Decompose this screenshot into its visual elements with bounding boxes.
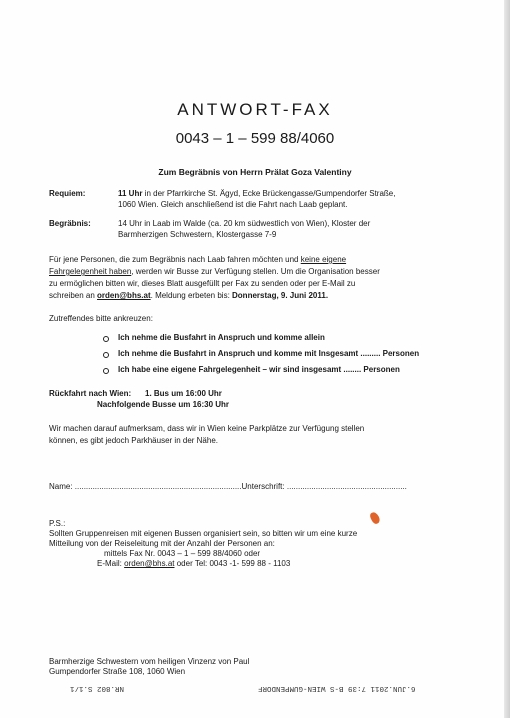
ps-line-2: Mitteilung von der Reiseleitung mit der Anzahl der Personen an: [49, 539, 275, 548]
intro-text-2: , werden wir Busse zur Verfügung stellen. Um die Organisation besser [131, 267, 380, 276]
deadline: Donnerstag, 9. Juni 2011. [232, 291, 329, 300]
signature-label: Unterschrift: [241, 482, 285, 491]
return-trip-line-1: 1. Bus um 16:00 Uhr [145, 389, 222, 398]
requiem-line-1 [118, 189, 395, 200]
ps-email-label: E-Mail: [97, 559, 125, 568]
contact-email: orden@bhs.at [97, 291, 151, 300]
orange-ink-mark [369, 511, 381, 525]
burial-label: Begräbnis: [49, 219, 91, 228]
notice-line-2: können, es gibt jedoch Parkhäuser in der Nähe. [49, 436, 218, 445]
subject-line: Zum Begräbnis von Herrn Prälat Goza Valentiny [158, 167, 352, 177]
requiem-label: Requiem: [49, 189, 86, 198]
ps-line-1: Sollten Gruppenreisen mit eigenen Bussen organisiert sein, so bitten wir um eine kurze [49, 529, 358, 538]
burial-line-1: 14 Uhr in Laab im Walde (ca. 20 km südwestlich von Wien), Kloster der [118, 219, 371, 228]
fax-stamp-right: 6.JUN.2011 7:39 B-S WIEN-GUMPENDORF [258, 684, 416, 692]
intro-text-1: Für jene Personen, die zum Begräbnis nach Laab fahren möchten und [49, 255, 301, 264]
intro-line-3: zu ermöglichen bitten wir, dieses Blatt ausgefüllt per Fax zu senden oder per E-Mail zu [49, 279, 356, 288]
signature-row [49, 482, 407, 493]
option-2-checkbox[interactable] [103, 352, 109, 358]
intro-underline-2: Fahrgelegenheit haben [49, 267, 132, 276]
intro-line-4 [49, 291, 328, 302]
fax-number: 0043 – 1 – 599 88/4060 [175, 130, 335, 147]
instruction: Zutreffendes bitte ankreuzen: [49, 314, 153, 323]
ps-email: orden@bhs.at [124, 559, 175, 568]
ps-phone: oder Tel: 0043 -1- 599 88 - 1103 [174, 559, 291, 568]
option-1-label: Ich nehme die Busfahrt in Anspruch und komme allein [118, 333, 325, 342]
requiem-line-2: 1060 Wien. Gleich anschließend ist die Fahrt nach Laab geplant. [118, 200, 348, 209]
fax-stamp-left: NR.802 S.1/1 [70, 684, 125, 692]
requiem-place: in der Pfarrkirche St. Ägyd, Ecke Brückengasse/Gumpendorfer Straße, [142, 189, 396, 198]
intro-text-4b: . Meldung erbeten bis: [150, 291, 233, 300]
option-2-label: Ich nehme die Busfahrt in Anspruch und komme mit Insgesamt ......... Personen [118, 349, 420, 358]
footer-line-2: Gumpendorfer Straße 108, 1060 Wien [49, 667, 186, 676]
footer-line-1: Barmherzige Schwestern vom heiligen Vinzenz von Paul [49, 657, 250, 666]
ps-line-4 [97, 559, 290, 570]
intro-line-1 [49, 255, 346, 266]
option-3-checkbox[interactable] [103, 368, 109, 374]
option-3-label: Ich habe eine eigene Fahrgelegenheit – wir sind insgesamt ........ Personen [118, 365, 400, 374]
intro-underline-1: keine eigene [300, 255, 347, 264]
ps-line-3: mittels Fax Nr. 0043 – 1 – 599 88/4060 oder [104, 549, 261, 558]
burial-line-2: Barmherzigen Schwestern, Klostergasse 7-9 [118, 230, 277, 239]
return-trip-label: Rückfahrt nach Wien: [49, 389, 132, 398]
requiem-time: 11 Uhr [118, 189, 143, 198]
return-trip-line-2: Nachfolgende Busse um 16:30 Uhr [97, 400, 230, 409]
page-title: ANTWORT-FAX [177, 100, 333, 119]
name-label: Name: [49, 482, 73, 491]
option-1-checkbox[interactable] [103, 336, 109, 342]
signature-field[interactable]: ...................................................... [286, 482, 407, 491]
name-field[interactable]: ........................................................................... [74, 482, 242, 491]
ps-label: P.S.: [49, 519, 66, 528]
intro-text-4: schreiben an [49, 291, 98, 300]
notice-line-1: Wir machen darauf aufmerksam, dass wir in Wien keine Parkplätze zur Verfügung stellen [49, 424, 365, 433]
intro-line-2 [49, 267, 380, 278]
